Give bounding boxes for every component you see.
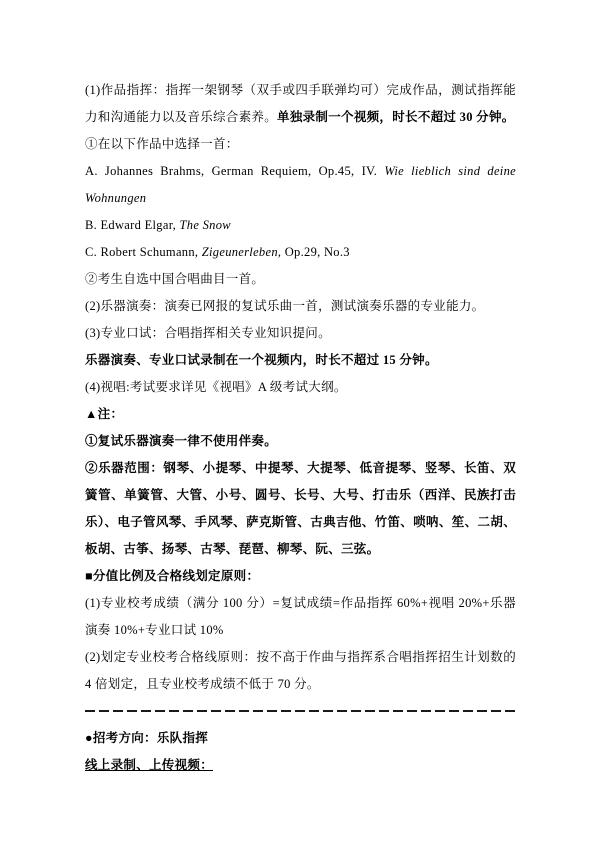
work-option-a (85, 158, 520, 212)
note-1-no-accompaniment (85, 428, 516, 455)
text-run: ①在以下作品中选择一首： (85, 137, 239, 151)
text-run: ■分值比例及合格线划定原则： (85, 569, 260, 583)
text-run: (3)专业口试：合唱指挥相关专业知识提问。 (85, 326, 331, 340)
text-run: ②考生自选中国合唱曲目一首。 (85, 272, 265, 286)
text-run: ●招考方向：乐队指挥 (85, 731, 209, 745)
text-run: The Snow (179, 218, 231, 232)
text-run: Wie lieblich sind deine Wohnungen (85, 164, 520, 205)
item-sight-singing (85, 374, 516, 401)
document-body (85, 77, 520, 779)
text-run: ②乐器范围：钢琴、小提琴、中提琴、大提琴、低音提琴、竖琴、长笛、双簧管、单簧管、大管、小号、圆号、长号、大号、打击乐（西洋、民族打击乐）、电子管风琴、手风琴、萨克斯管、古典吉他、竹笛、唢呐、笙、二胡、板胡、古筝、扬琴、古琴、琵琶、柳琴、阮、三弦。 (85, 461, 516, 556)
text-run: (1)作品指挥：指挥一架钢琴（双手或四手联弹均可）完成作品，测试指挥能力和沟通能力以及音乐综合素养。 (85, 83, 516, 124)
text-run: Zigeunerleben (201, 245, 278, 259)
score-ratio-heading (85, 563, 516, 590)
text-run: (2)乐器演奏：演奏已网报的复试乐曲一首，测试演奏乐器的专业能力。 (85, 299, 485, 313)
recording-time-note (85, 347, 516, 374)
text-run: ①复试乐器演奏一律不使用伴奏。 (85, 434, 278, 448)
text-run: B. Edward Elgar, (85, 218, 180, 232)
item-choose-one-work (85, 131, 516, 158)
text-run: 线上录制、上传视频： (85, 758, 214, 772)
text-run: C. Robert Schumann, (85, 245, 202, 259)
item-self-selected-chinese-choral (85, 266, 516, 293)
text-run: , Op.29, No.3 (277, 245, 350, 259)
work-option-b (85, 212, 516, 239)
text-run: (1)专业校考成绩（满分 100 分）=复试成绩=作品指挥 60%+视唱 20%+乐器演奏 10%+专业口试 10% (85, 596, 516, 637)
note-2-instrument-range (85, 455, 516, 563)
text-run: 单独录制一个视频，时长不超过 30 分钟。 (277, 110, 515, 124)
text-run: 乐器演奏、专业口试录制在一个视频内，时长不超过 15 分钟。 (85, 353, 438, 367)
text-run: ▲注： (85, 407, 124, 421)
notes-heading (85, 401, 516, 428)
recruitment-direction-orchestra-conducting (85, 725, 516, 752)
dashed-separator (85, 698, 516, 725)
text-run: (4)视唱:考试要求详见《视唱》A 级考试大纲。 (85, 380, 347, 394)
item-instrument-performance (85, 293, 516, 320)
item-oral-exam (85, 320, 516, 347)
item-work-conducting (85, 77, 516, 131)
passing-line-rule (85, 644, 520, 698)
online-recording-upload-heading (85, 752, 516, 779)
work-option-c (85, 239, 516, 266)
text-run: A. Johannes Brahms, German Requiem, Op.45, IV. (85, 164, 385, 178)
text-run: (2)划定专业校考合格线原则：按不高于作曲与指挥系合唱指挥招生计划数的 4 倍划定，且专业校考成绩不低于 70 分。 (85, 650, 520, 691)
score-formula (85, 590, 516, 644)
